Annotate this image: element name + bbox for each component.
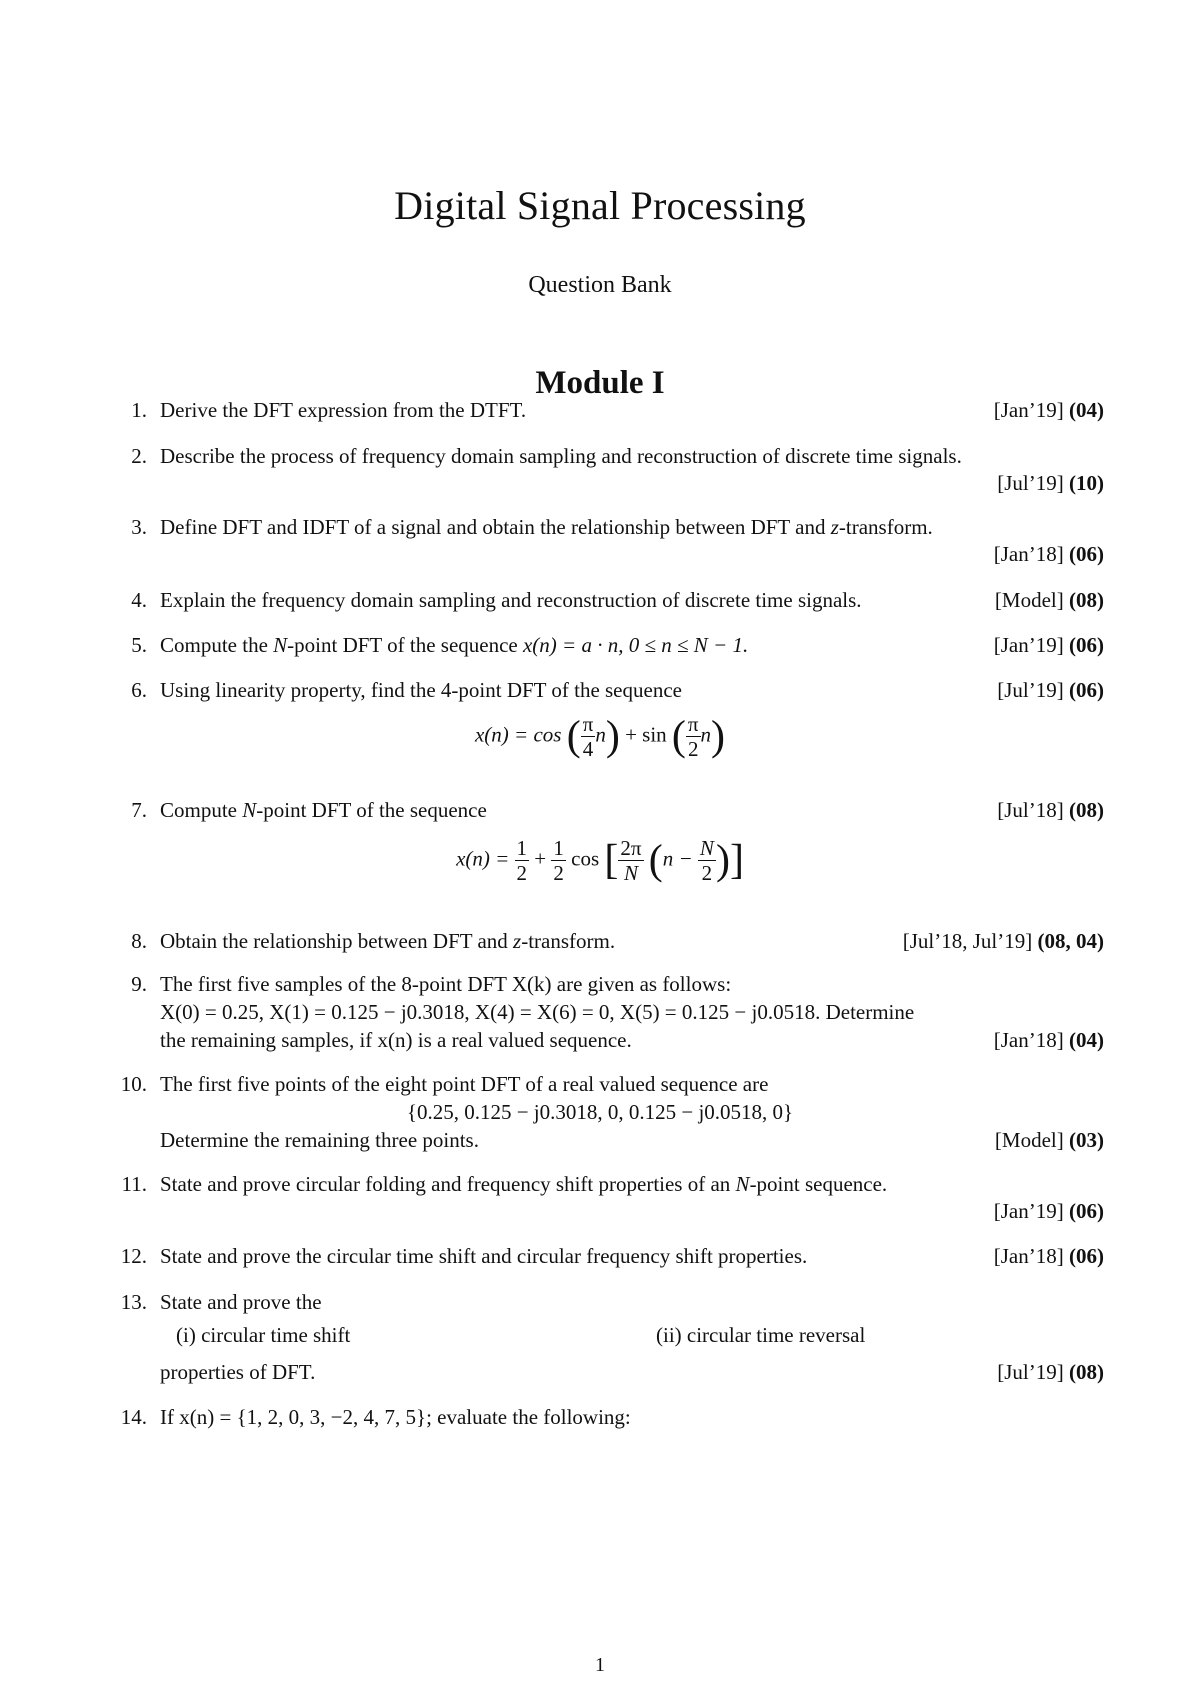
question-number: 1. bbox=[131, 398, 147, 422]
question-tag: [Jul’18, Jul’19] (08, 04) bbox=[902, 929, 1104, 953]
question-number: 10. bbox=[120, 1072, 147, 1096]
question-number: 5. bbox=[131, 633, 147, 657]
question-text: Define DFT and IDFT of a signal and obtain the relationship between DFT and z-transform. bbox=[160, 515, 933, 539]
question-tag: [Jul’18] (08) bbox=[997, 798, 1104, 822]
question-tag: [Jan’19] (06) bbox=[993, 633, 1104, 657]
question-text: Compute the N-point DFT of the sequence x(n) = a · n, 0 ≤ n ≤ N − 1. bbox=[160, 633, 749, 657]
question-tag: [Jan’19] (06) bbox=[993, 1199, 1104, 1223]
question-number: 3. bbox=[131, 515, 147, 539]
question-tag: [Jul’19] (10) bbox=[997, 471, 1104, 495]
question-text: Derive the DFT expression from the DTFT. bbox=[160, 398, 527, 422]
question-number: 14. bbox=[120, 1405, 147, 1429]
question-number: 7. bbox=[131, 798, 147, 822]
question-number: 9. bbox=[131, 972, 147, 996]
question-text-line-1: The first five points of the eight point DFT of a real valued sequence are bbox=[160, 1072, 769, 1096]
page-subtitle: Question Bank bbox=[528, 272, 672, 298]
question-tag: [Model] (08) bbox=[994, 588, 1104, 612]
page-number: 1 bbox=[595, 1654, 605, 1676]
question-number: 6. bbox=[131, 678, 147, 702]
question-text: Compute N-point DFT of the sequence bbox=[160, 798, 487, 822]
equation-q7: x(n) = $\frac{1}{2}$ + $\frac{1}{2}$ cos [ $\frac{2\pi}{N}$ (n − $\frac{N}{2}$ )] bbox=[456, 836, 744, 885]
question-number: 4. bbox=[131, 588, 147, 612]
question-text: Using linearity property, find the 4-point DFT of the sequence bbox=[160, 678, 682, 702]
question-text-line-3: properties of DFT. bbox=[160, 1360, 316, 1384]
question-tag: [Jul’19] (08) bbox=[997, 1360, 1104, 1384]
question-text-line-1: State and prove the bbox=[160, 1290, 322, 1314]
question-number: 8. bbox=[131, 929, 147, 953]
question-tag: [Jan’18] (06) bbox=[993, 542, 1104, 566]
question-tag: [Jul’19] (06) bbox=[997, 678, 1104, 702]
equation-q6: x(n) = cos ( $\frac{\pi}{4}$ n) + sin ( $\frac{\pi}{2}$ n) bbox=[474, 712, 726, 761]
sub-item-i: (i) circular time shift bbox=[176, 1323, 351, 1347]
question-text-line-3: Determine the remaining three points. bbox=[160, 1128, 479, 1152]
question-tag: [Jan’19] (04) bbox=[993, 398, 1104, 422]
page-title: Digital Signal Processing bbox=[394, 183, 806, 228]
question-text: Explain the frequency domain sampling and reconstruction of discrete time signals. bbox=[160, 588, 862, 612]
sub-item-ii: (ii) circular time reversal bbox=[656, 1323, 866, 1347]
question-text-line-3: the remaining samples, if x(n) is a real valued sequence. bbox=[160, 1028, 632, 1052]
question-number: 11. bbox=[121, 1172, 147, 1196]
question-text: State and prove the circular time shift and circular frequency shift properties. bbox=[160, 1244, 808, 1268]
question-tag: [Model] (03) bbox=[994, 1128, 1104, 1152]
question-text: State and prove circular folding and frequency shift properties of an N-point sequence. bbox=[160, 1172, 888, 1196]
question-text: Obtain the relationship between DFT and z-transform. bbox=[160, 929, 616, 953]
question-10-set: {0.25, 0.125 − j0.3018, 0, 0.125 − j0.0518, 0} bbox=[406, 1100, 794, 1124]
question-number: 2. bbox=[131, 444, 147, 468]
question-text-line-2: X(0) = 0.25, X(1) = 0.125 − j0.3018, X(4) = X(6) = 0, X(5) = 0.125 − j0.0518. Determine bbox=[160, 1000, 915, 1024]
question-tag: [Jan’18] (04) bbox=[993, 1028, 1104, 1052]
module-heading: Module I bbox=[535, 365, 665, 401]
question-tag: [Jan’18] (06) bbox=[993, 1244, 1104, 1268]
question-number: 13. bbox=[120, 1290, 147, 1314]
question-text: Describe the process of frequency domain sampling and reconstruction of discrete time signals. bbox=[160, 444, 962, 468]
question-number: 12. bbox=[120, 1244, 147, 1268]
question-text-line-1: The first five samples of the 8-point DFT X(k) are given as follows: bbox=[160, 972, 732, 996]
question-text: If x(n) = {1, 2, 0, 3, −2, 4, 7, 5}; evaluate the following: bbox=[160, 1405, 631, 1429]
